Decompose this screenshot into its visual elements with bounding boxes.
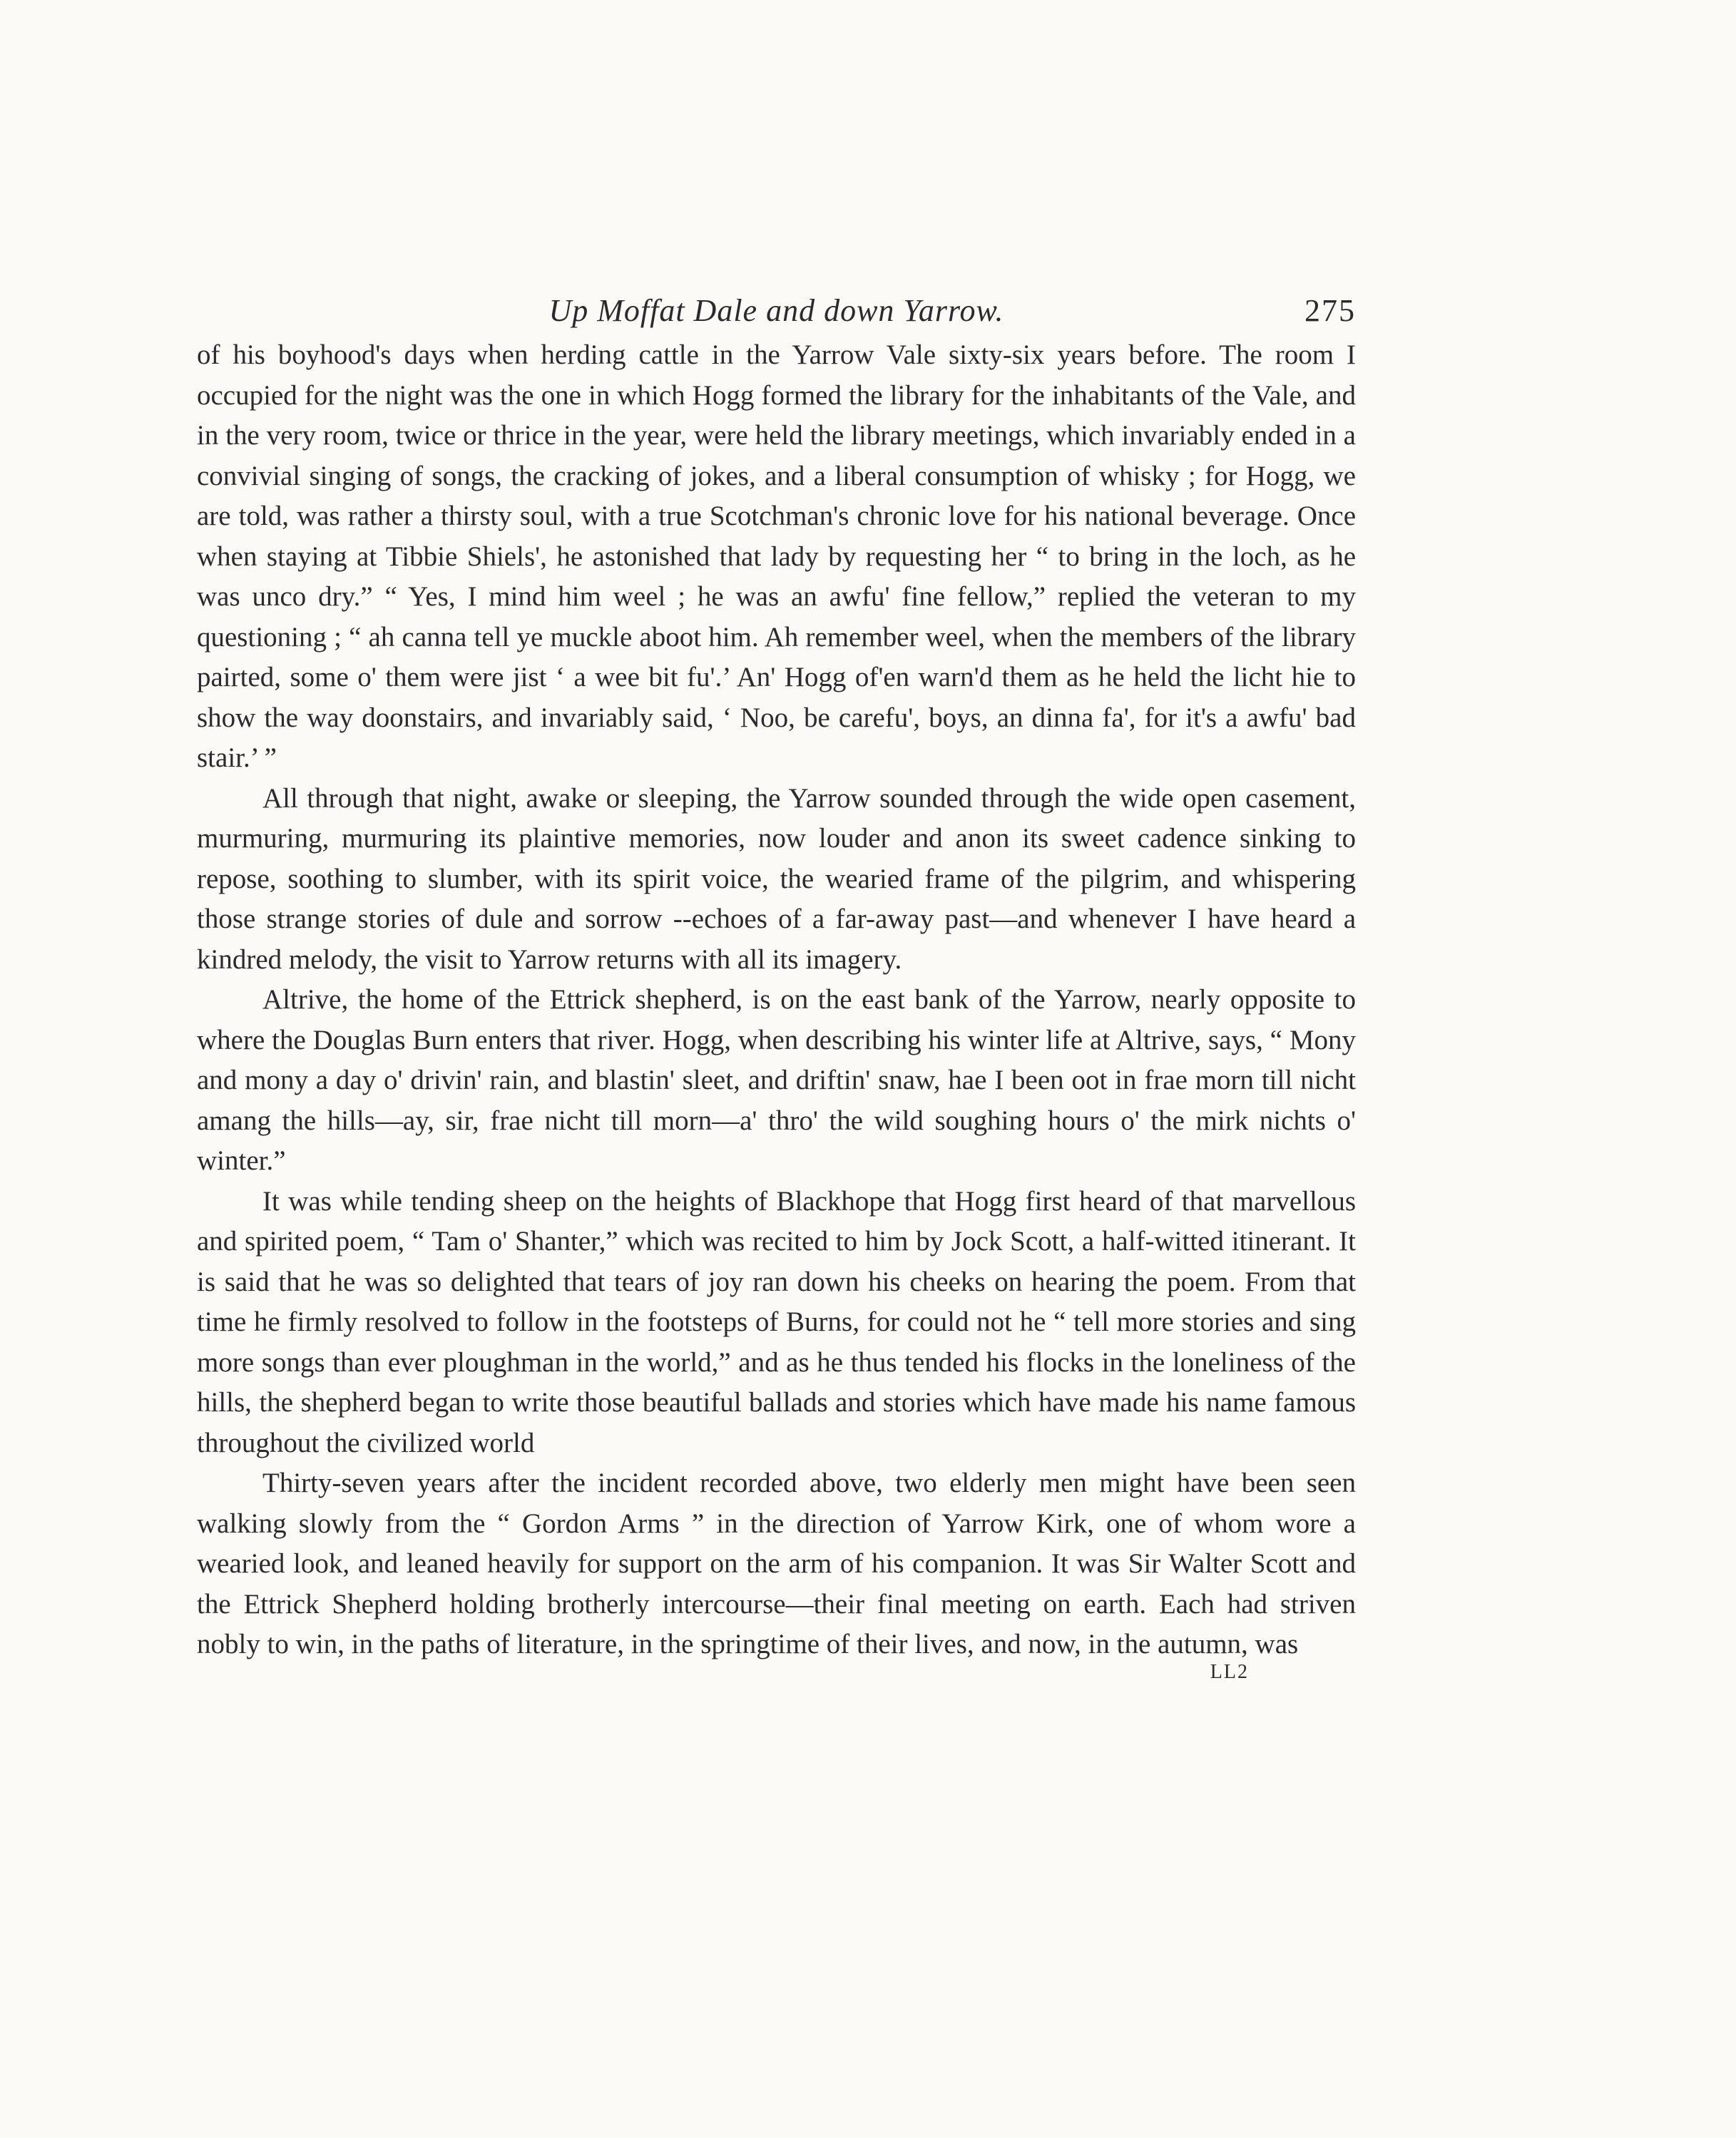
paragraph-1: of his boyhood's days when herding cattle in the Yarrow Vale sixty-six years before. The room I occupied for the night was the one in which Hogg formed the library for the inhabitants of the Vale, and in the very room, twice or thrice in the year, were held the library meetings, which invariably ended in a convivial singing of songs, the cracking of jokes, and a liberal consumption of whisky ; for Hogg, we are told, was rather a thirsty soul, with a true Scotchman's chronic love for his national beverage. Once when staying at Tibbie Shiels', he astonished that lady by requesting her “ to bring in the loch, as he was unco dry.” “ Yes, I mind him weel ; he was an awfu' fine fellow,” replied the veteran to my questioning ; “ ah canna tell ye muckle aboot him. Ah remember weel, when the members of the library pairted, some o' them were jist ‘ a wee bit fu'.’ An' Hogg of'en warn'd them as he held the licht hie to show the way doonstairs, and invariably said, ‘ Noo, be carefu', boys, an dinna fa', for it's a awfu' bad stair.’ ” — [197, 339, 1356, 773]
body-text — [197, 335, 1356, 1665]
running-head — [197, 292, 1356, 335]
signature-mark: LL2 — [1210, 1660, 1249, 1683]
running-title: Up Moffat Dale and down Yarrow. — [548, 293, 1004, 328]
page-number: 275 — [1304, 293, 1356, 328]
paragraph-3: Altrive, the home of the Ettrick shepherd, is on the east bank of the Yarrow, nearly opposite to where the Douglas Burn enters that river. Hogg, when describing his winter life at Altrive, says, “ Mony and mony a day o' drivin' rain, and blastin' sleet, and driftin' snaw, hae I been oot in frae morn till nicht amang the hills—ay, sir, frae nicht till morn—a' thro' the wild soughing hours o' the mirk nichts o' winter.” — [197, 984, 1356, 1176]
paragraph-4: It was while tending sheep on the heights of Blackhope that Hogg first heard of that marvellous and spirited poem, “ Tam o' Shanter,” which was recited to him by Jock Scott, a half-witted itinerant. It is said that he was so delighted that tears of joy ran down his cheeks on hearing the poem. From that time he firmly resolved to follow in the footsteps of Burns, for could not he “ tell more stories and sing more songs than ever ploughman in the world,” and as he thus tended his flocks in the loneliness of the hills, the shepherd began to write those beautiful ballads and stories which have made his name famous throughout the civilized world — [197, 1185, 1356, 1458]
paragraph-5: Thirty-seven years after the incident recorded above, two elderly men might have been seen walking slowly from the “ Gordon Arms ” in the direction of Yarrow Kirk, one of whom wore a wearied look, and leaned heavily for support on the arm of his companion. It was Sir Walter Scott and the Ettrick Shepherd holding brotherly intercourse—their final meeting on earth. Each had striven nobly to win, in the paths of literature, in the springtime of their lives, and now, in the autumn, was — [197, 1468, 1356, 1659]
paragraph-2: All through that night, awake or sleeping, the Yarrow sounded through the wide open casement, murmuring, murmuring its plaintive memories, now louder and anon its sweet cadence sinking to repose, soothing to slumber, with its spirit voice, the wearied frame of the pilgrim, and whispering those strange stories of dule and sorrow --echoes of a far-away past—and whenever I have heard a kindred melody, the visit to Yarrow returns with all its imagery. — [197, 782, 1356, 975]
book-page — [197, 292, 1356, 1684]
